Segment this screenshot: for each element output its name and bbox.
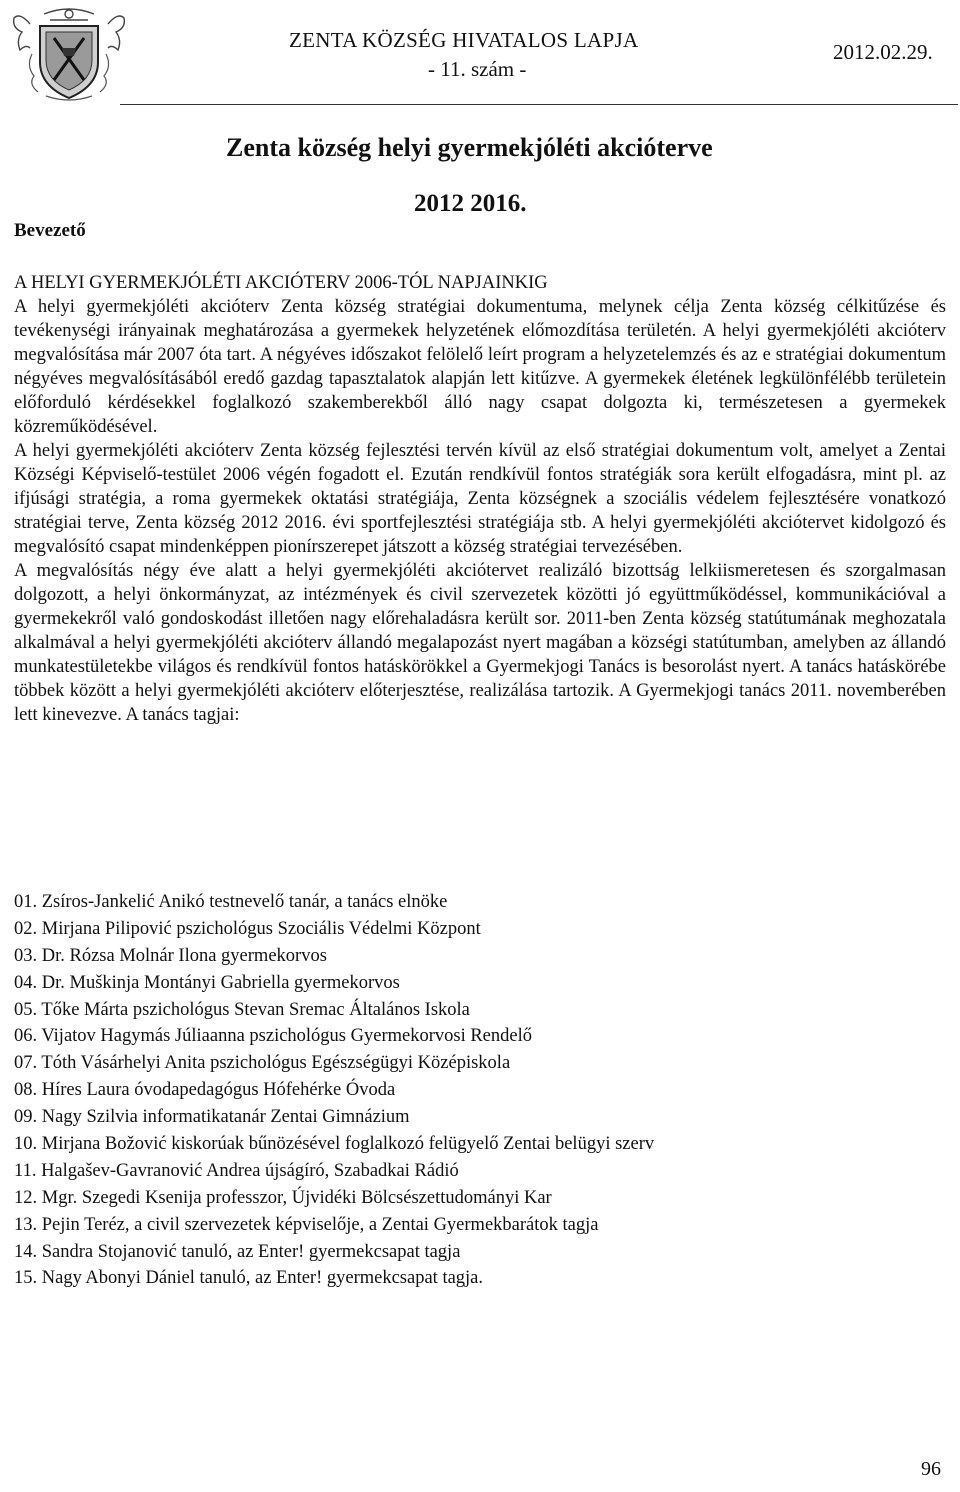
coat-of-arms-icon xyxy=(10,4,128,104)
list-item: 09. Nagy Szilvia informatikatanár Zentai Gimnázium xyxy=(14,1107,410,1128)
page-number: 96 xyxy=(921,1458,941,1480)
list-item: 15. Nagy Abonyi Dániel tanuló, az Enter! gyermekcsapat tagja. xyxy=(14,1268,484,1289)
intro-label: Bevezető xyxy=(14,220,86,241)
paragraph: A megvalósítás négy éve alatt a helyi gyermekjóléti akciótervet realizáló bizottság lelkiismeretesen és szorgalmasan dolgozott, a helyi önkormányzat, az intézmények és civil szervezetek közötti jó együttműködéssel, kommunikációval a gyermekekről való gondoskodást illetően nagy előrehaladásra került sor. 2011-ben Zenta község statútumának meghozatala alkalmával a helyi gyermekjóléti akcióterv állandó megalapozást nyert magában a községi statútumban, amelyben az állandó munkatestületekbe világos és rendkívül fontos hatáskörökkel a Gyermekjogi Tanács is besorolást nyert. A tanács hatáskörébe többek között a helyi gyermekjóléti akcióterv előterjesztése, realizálása tartozik. A Gyermekjogi tanács 2011. novemberében lett kinevezve. A tanács tagjai: xyxy=(14,561,946,725)
list-item: 13. Pejin Teréz, a civil szervezetek képviselője, a Zentai Gyermekbarátok tagja xyxy=(14,1214,599,1235)
list-item: 12. Mgr. Szegedi Ksenija professzor, Újvidéki Bölcsészettudományi Kar xyxy=(14,1187,552,1208)
document-years: 2012 2016. xyxy=(414,190,527,217)
header-title: ZENTA KÖZSÉG HIVATALOS LAPJA xyxy=(289,28,639,52)
body-text xyxy=(14,295,946,727)
publication-date: 2012.02.29. xyxy=(833,40,933,64)
document-title: Zenta község helyi gyermekjóléti akcióterve xyxy=(226,133,713,162)
list-item: 02. Mirjana Pilipović pszichológus Szociális Védelmi Központ xyxy=(14,918,481,939)
list-item: 01. Zsíros-Jankelić Anikó testnevelő tanár, a tanács elnöke xyxy=(14,892,448,912)
list-item: 07. Tóth Vásárhelyi Anita pszichológus Egészségügyi Középiskola xyxy=(14,1053,511,1074)
list-item: 05. Tőke Márta pszichológus Stevan Sremac Általános Iskola xyxy=(14,999,470,1020)
paragraph: A helyi gyermekjóléti akcióterv Zenta község stratégiai dokumentuma, melynek célja Zenta község célkitűzése és tevékenységi irányainak meghatározása a gyermekek helyzetének előmozdítása területén. A helyi gyermekjóléti akcióterv megvalósítása már 2007 óta tart. A négyéves időszakot felölelő leírt program a helyzetelemzés és az e stratégiai dokumentum négyéves megvalósításából eredő gazdag tapasztalatok alapján lett kitűzve. A gyermekek életének legkülönfélébb területein előforduló kérdésekkel foglalkozó szakemberekből álló nagy csapat dolgozta ki, természetesen a gyermekek közreműködésével. xyxy=(14,297,946,437)
section-heading: A HELYI GYERMEKJÓLÉTI AKCIÓTERV 2006-TÓL NAPJAINKIG xyxy=(14,273,548,293)
paragraph: A helyi gyermekjóléti akcióterv Zenta község fejlesztési tervén kívül az első stratégiai dokumentum volt, amelyet a Zentai Községi Képviselő-testület 2006 végén fogadott el. Ezután rendkívül fontos stratégiák sora került elfogadásra, mint pl. az ifjúsági stratégia, a roma gyermekek oktatási stratégiája, Zenta községnek a szociális védelem fejlesztésére vonatkozó stratégiai terve, Zenta község 2012 2016. évi sportfejlesztési stratégiája stb. A helyi gyermekjóléti akciótervet kidolgozó és megvalósító csapat mindenképpen pionírszerepet játszott a község stratégiai tervezésében. xyxy=(14,441,946,557)
list-item: 11. Halgašev-Gavranović Andrea újságíró, Szabadkai Rádió xyxy=(14,1160,459,1181)
header-divider xyxy=(120,104,958,105)
list-item: 14. Sandra Stojanović tanuló, az Enter! gyermekcsapat tagja xyxy=(14,1241,461,1262)
list-item: 04. Dr. Muškinja Montányi Gabriella gyermekorvos xyxy=(14,972,400,993)
list-item: 03. Dr. Rózsa Molnár Ilona gyermekorvos xyxy=(14,945,327,966)
list-item: 10. Mirjana Božović kiskorúak bűnözésével foglalkozó felügyelő Zentai belügyi szerv xyxy=(14,1134,655,1155)
council-members-list xyxy=(14,889,946,1292)
list-item: 06. Vijatov Hagymás Júliaanna pszichológus Gyermekorvosi Rendelő xyxy=(14,1026,532,1047)
list-item: 08. Híres Laura óvodapedagógus Hófehérke Óvoda xyxy=(14,1080,396,1101)
issue-number: - 11. szám - xyxy=(428,57,527,81)
